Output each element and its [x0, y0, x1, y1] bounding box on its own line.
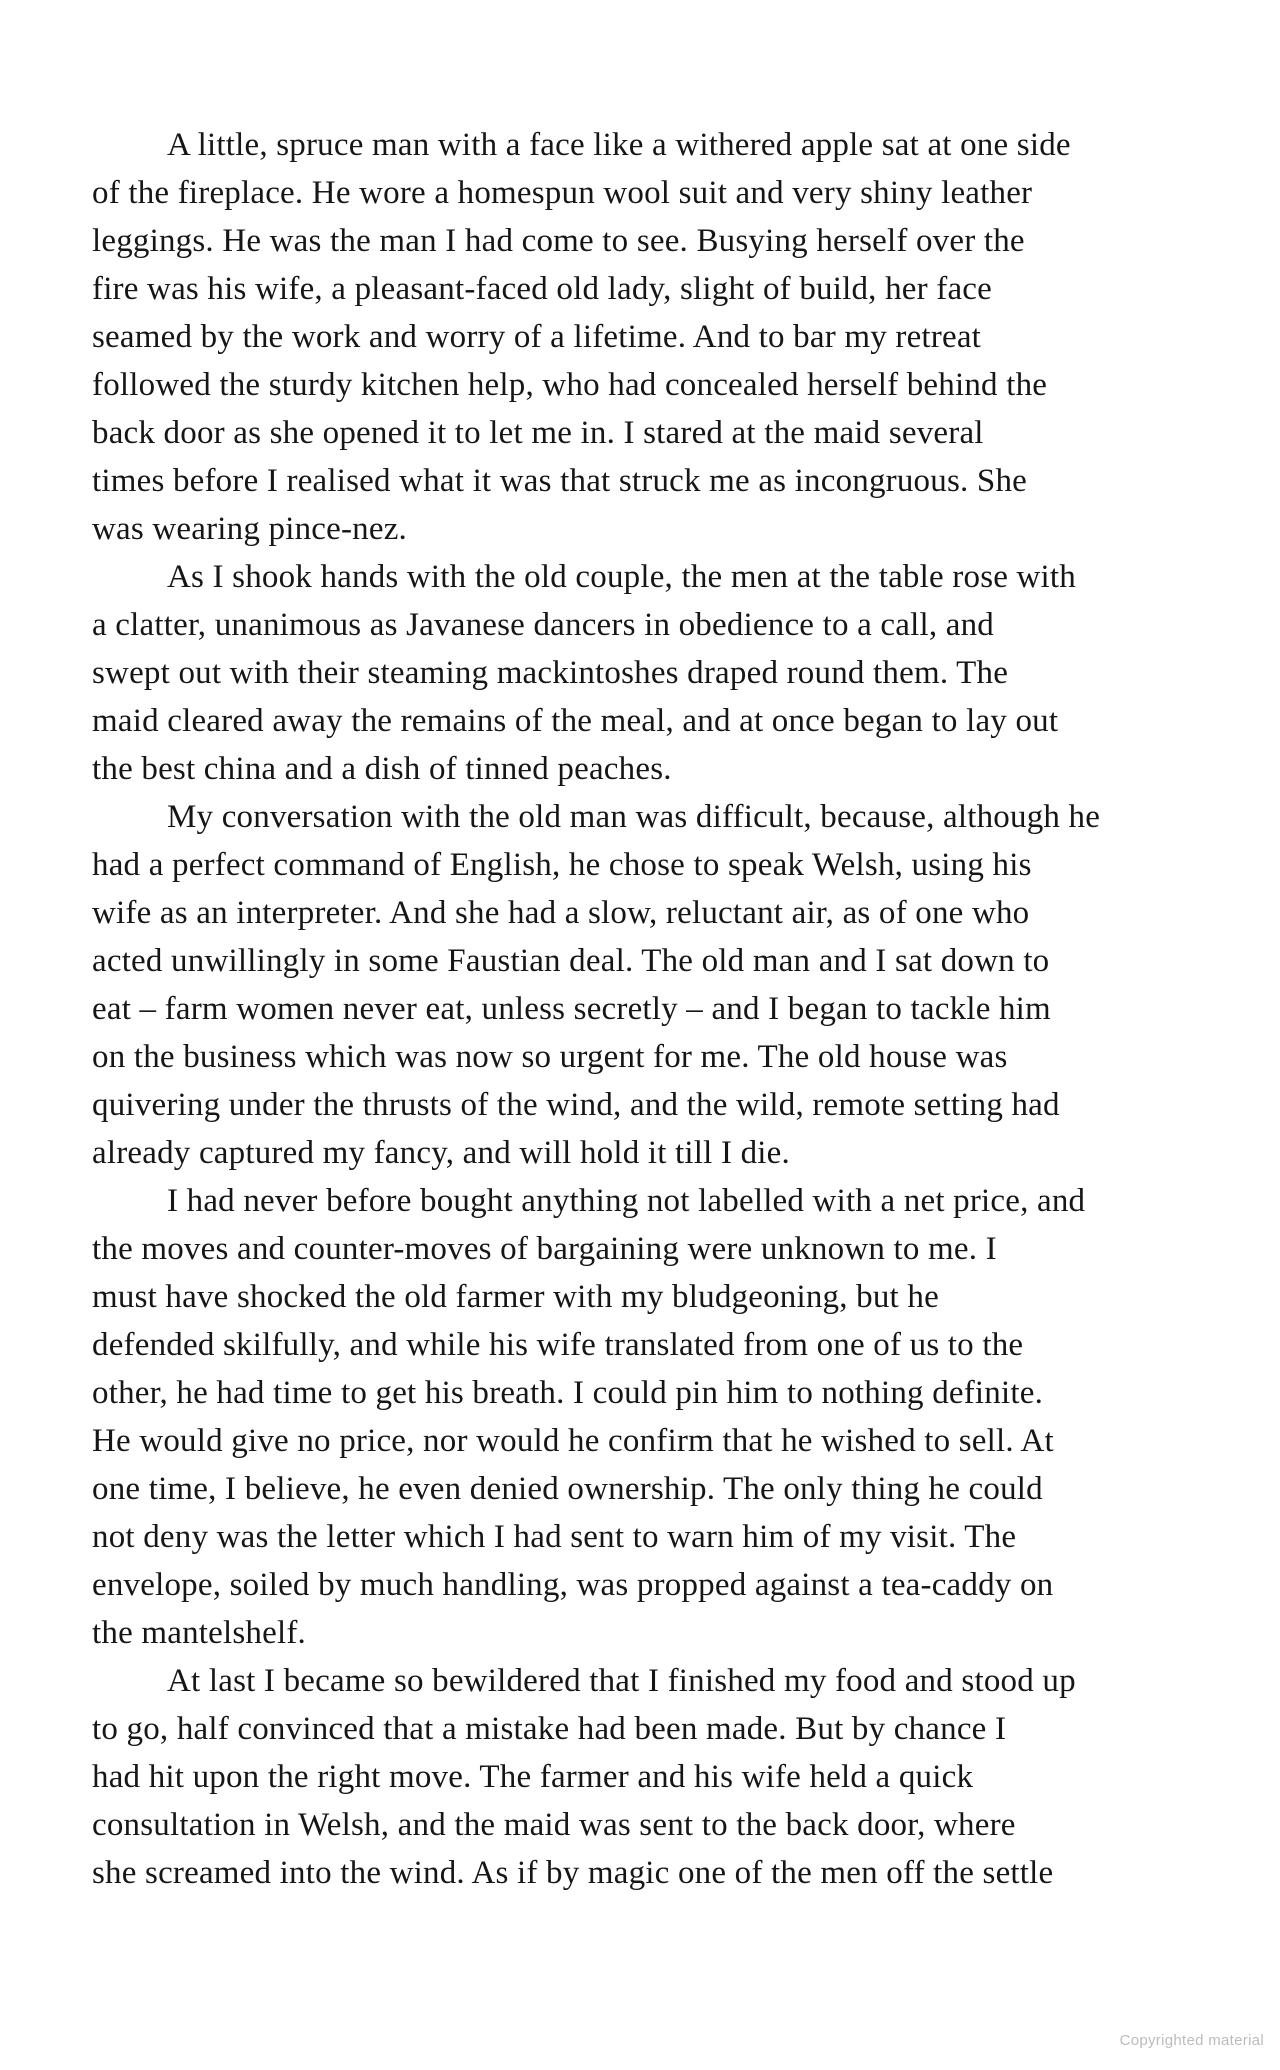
text-line: was wearing pince-nez.: [92, 511, 407, 547]
text-line: seamed by the work and worry of a lifetime. And to bar my retreat: [92, 319, 982, 355]
text-line: fire was his wife, a pleasant-faced old lady, slight of build, her face: [92, 271, 992, 307]
text-line: a clatter, unanimous as Javanese dancers in obedience to a call, and: [92, 607, 994, 643]
text-line: wife as an interpreter. And she had a slow, reluctant air, as of one who: [92, 895, 1030, 931]
text-line: had hit upon the right move. The farmer and his wife held a quick: [92, 1759, 974, 1795]
text-line: must have shocked the old farmer with my bludgeoning, but he: [92, 1279, 939, 1315]
paragraph: [92, 553, 1202, 793]
text-line: At last I became so bewildered that I finished my food and stood up: [167, 1663, 1076, 1699]
copyright-watermark: Copyrighted material: [1119, 2032, 1264, 2049]
text-line: He would give no price, nor would he confirm that he wished to sell. At: [92, 1423, 1054, 1459]
text-line: of the fireplace. He wore a homespun wool suit and very shiny leather: [92, 175, 1033, 211]
text-line: I had never before bought anything not labelled with a net price, and: [167, 1183, 1086, 1219]
text-line: eat – farm women never eat, unless secretly – and I began to tackle him: [92, 991, 1051, 1027]
paragraph: [92, 1657, 1202, 1897]
text-line: defended skilfully, and while his wife translated from one of us to the: [92, 1327, 1024, 1363]
text-line: leggings. He was the man I had come to see. Busying herself over the: [92, 223, 1025, 259]
text-line: maid cleared away the remains of the meal, and at once began to lay out: [92, 703, 1059, 739]
text-line: swept out with their steaming mackintoshes draped round them. The: [92, 655, 1009, 691]
text-line: the mantelshelf.: [92, 1615, 306, 1651]
text-line: times before I realised what it was that struck me as incongruous. She: [92, 463, 1028, 499]
paragraph: [92, 1177, 1202, 1657]
text-line: the best china and a dish of tinned peaches.: [92, 751, 672, 787]
text-line: quivering under the thrusts of the wind, and the wild, remote setting had: [92, 1087, 1060, 1123]
text-line: other, he had time to get his breath. I could pin him to nothing definite.: [92, 1375, 1044, 1411]
text-line: consultation in Welsh, and the maid was sent to the back door, where: [92, 1807, 1016, 1843]
text-line: had a perfect command of English, he chose to speak Welsh, using his: [92, 847, 1032, 883]
text-line: back door as she opened it to let me in. I stared at the maid several: [92, 415, 984, 451]
text-line: one time, I believe, he even denied ownership. The only thing he could: [92, 1471, 1043, 1507]
text-line: acted unwillingly in some Faustian deal. The old man and I sat down to: [92, 943, 1050, 979]
paragraph: [92, 121, 1202, 553]
text-line: not deny was the letter which I had sent to warn him of my visit. The: [92, 1519, 1017, 1555]
text-line: the moves and counter-moves of bargaining were unknown to me. I: [92, 1231, 997, 1267]
text-line: already captured my fancy, and will hold it till I die.: [92, 1135, 790, 1171]
paragraph: [92, 793, 1202, 1177]
text-line: envelope, soiled by much handling, was propped against a tea-caddy on: [92, 1567, 1054, 1603]
text-line: she screamed into the wind. As if by magic one of the men off the settle: [92, 1855, 1054, 1891]
text-line: A little, spruce man with a face like a withered apple sat at one side: [167, 127, 1071, 163]
text-line: My conversation with the old man was difficult, because, although he: [167, 799, 1101, 835]
text-line: As I shook hands with the old couple, the men at the table rose with: [167, 559, 1076, 595]
page-text-block: [92, 121, 1202, 1897]
text-line: on the business which was now so urgent for me. The old house was: [92, 1039, 1008, 1075]
text-line: followed the sturdy kitchen help, who had concealed herself behind the: [92, 367, 1048, 403]
text-line: to go, half convinced that a mistake had been made. But by chance I: [92, 1711, 1007, 1747]
